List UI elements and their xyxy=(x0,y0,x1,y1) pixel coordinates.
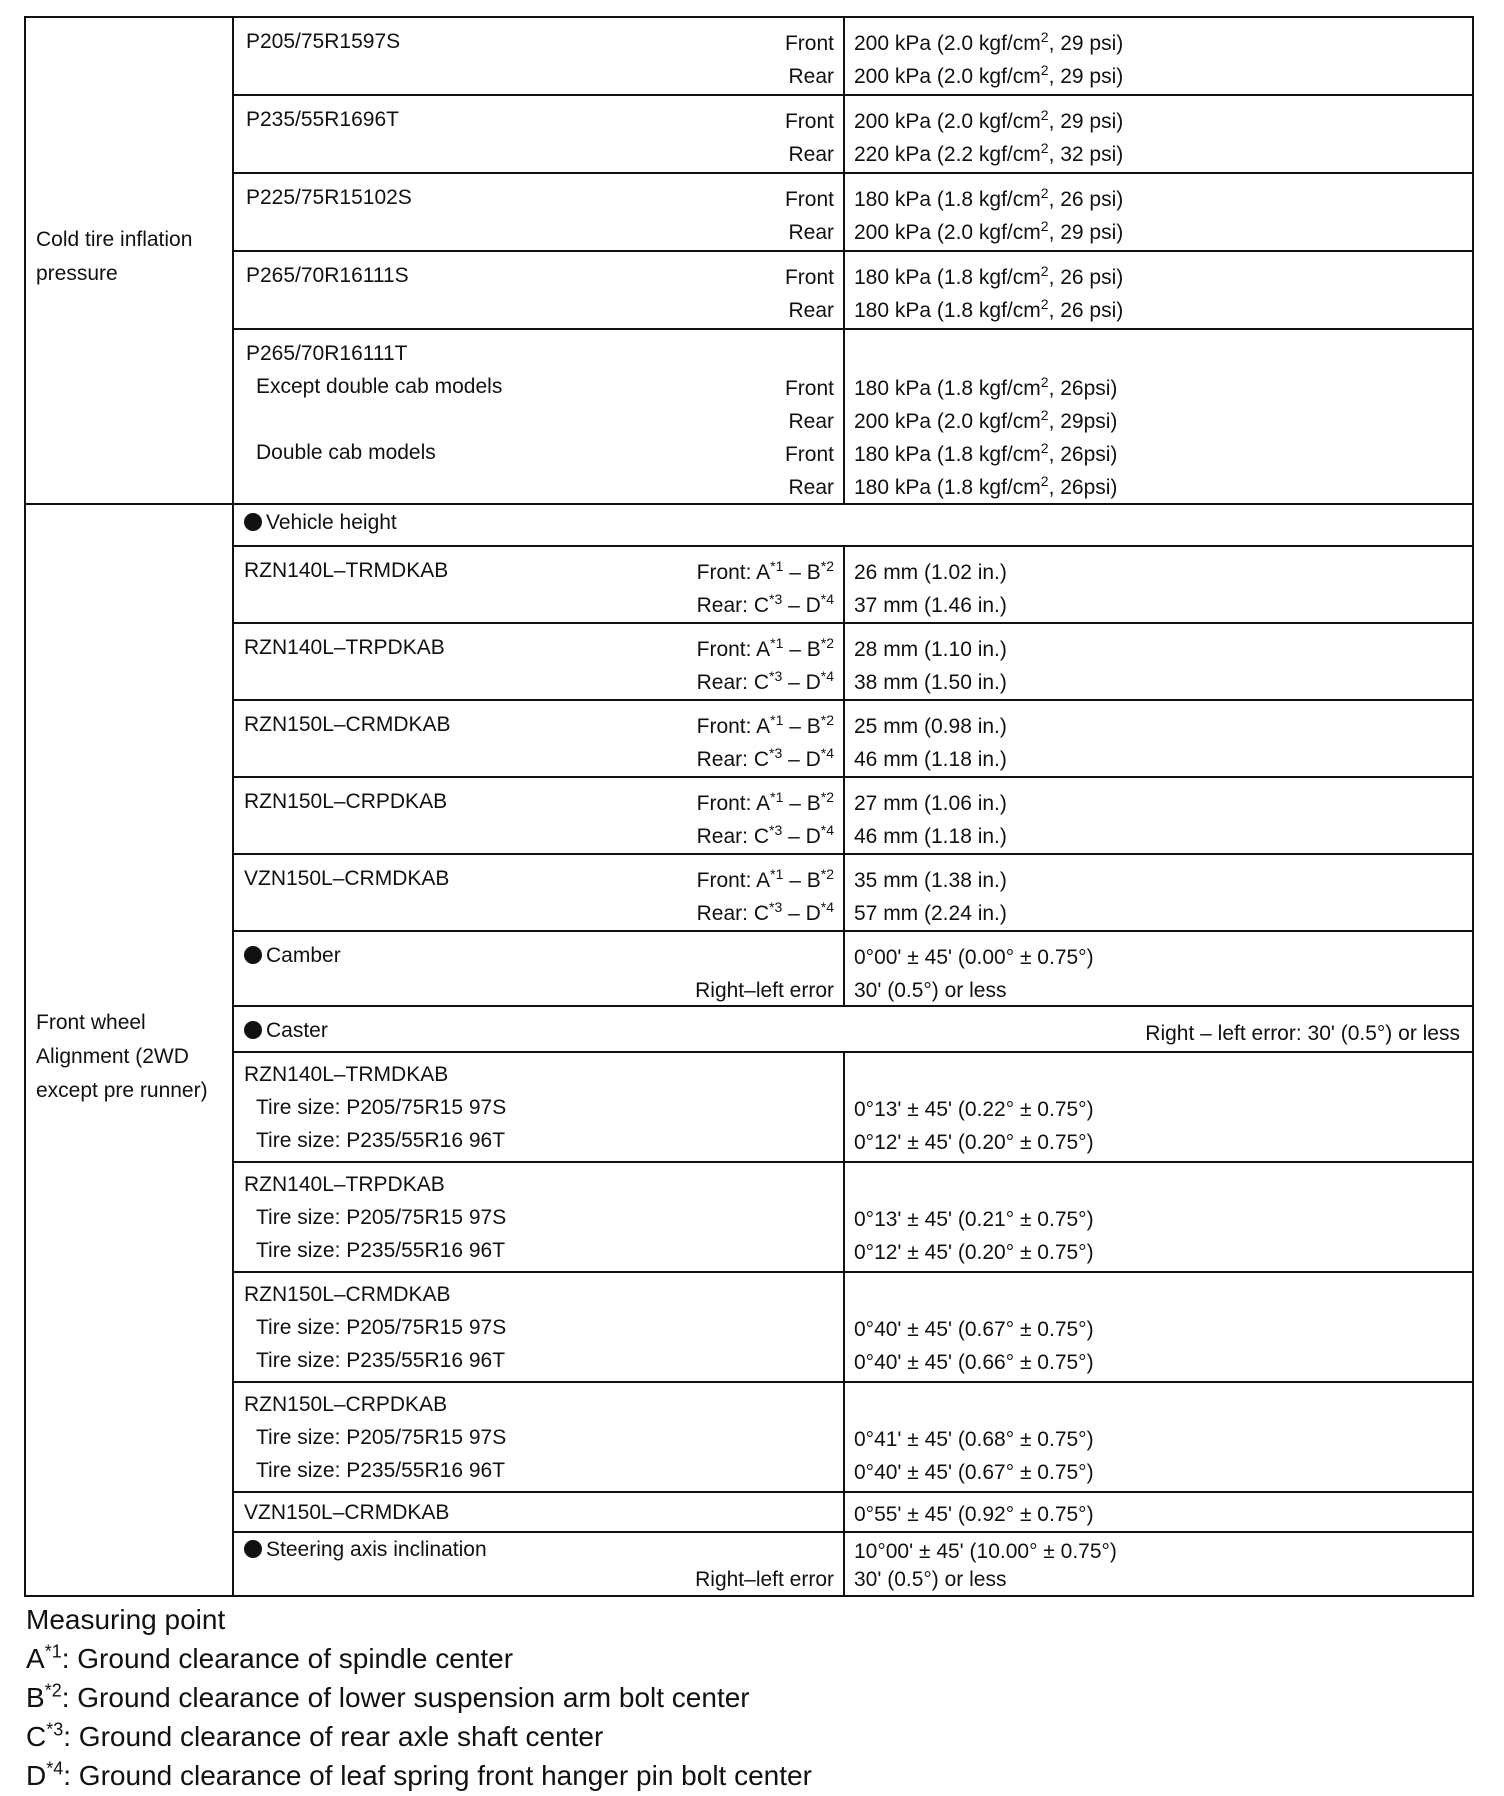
tire-size: P265/70R16111S xyxy=(246,264,409,287)
bullet-icon xyxy=(244,1021,262,1039)
alignment-section-label xyxy=(36,1006,208,1108)
caster-value: 0°40' ± 45' (0.67° ± 0.75°) xyxy=(854,1461,1094,1484)
height-value: 57 mm (2.24 in.) xyxy=(854,902,1007,925)
note-d: $D^{*4}$: Ground clearance of leaf spring front hanger pin bolt center xyxy=(26,1758,812,1791)
tire-size-label: Tire size: P235/55R16 96T xyxy=(256,1239,506,1262)
model-variant: Double cab models xyxy=(256,441,436,464)
caster-value: 0°40' ± 45' (0.66° ± 0.75°) xyxy=(854,1351,1094,1374)
left-column-divider xyxy=(232,18,234,1595)
caster-value-divider xyxy=(843,1051,845,1595)
position-label: Front xyxy=(784,188,834,211)
sai-error-value: 30' (0.5°) or less xyxy=(854,1568,1007,1591)
caster-value: 0°12' ± 45' (0.20° ± 0.75°) xyxy=(854,1131,1094,1154)
height-value: 26 mm (1.02 in.) xyxy=(854,561,1007,584)
pressure-value: 180 kPa (1.8 kgf/$cm^2$, 26 psi) xyxy=(854,185,1124,211)
height-value: 46 mm (1.18 in.) xyxy=(854,825,1007,848)
row-divider xyxy=(232,622,1472,624)
model-code: RZN150L–CRMDKAB xyxy=(244,713,451,736)
front-measure-label: Front: $A^{*1} - B^{*2}$ xyxy=(696,712,834,738)
note-b: $B^{*2}$: Ground clearance of lower suspension arm bolt center xyxy=(26,1680,750,1713)
pressure-value: 200 kPa (2.0 kgf/$cm^2$, 29 psi) xyxy=(854,107,1124,133)
group-divider xyxy=(232,94,1472,96)
front-measure-label: Front: $A^{*1} - B^{*2}$ xyxy=(696,635,834,661)
position-label: Front xyxy=(784,443,834,466)
height-value: 27 mm (1.06 in.) xyxy=(854,792,1007,815)
model-code: RZN150L–CRMDKAB xyxy=(244,1283,451,1306)
pressure-value: 180 kPa (1.8 kgf/$cm^2$, 26 psi) xyxy=(854,263,1124,289)
inflation-label-line1: Cold tire inflation xyxy=(36,228,193,251)
caster-value: 0°13' ± 45' (0.21° ± 0.75°) xyxy=(854,1208,1094,1231)
pressure-value: 200 kPa (2.0 kgf/$cm^2$, 29psi) xyxy=(854,407,1118,433)
pressure-value: 200 kPa (2.0 kgf/$cm^2$, 29 psi) xyxy=(854,62,1124,88)
group-divider xyxy=(232,250,1472,252)
rear-measure-label: Rear: $C^{*3} - D^{*4}$ xyxy=(696,822,834,848)
caster-heading: Caster xyxy=(244,1014,328,1047)
model-code: RZN140L–TRMDKAB xyxy=(244,1063,449,1086)
sai-value: 10°00' ± 45' (10.00° ± 0.75°) xyxy=(854,1540,1117,1563)
bullet-icon xyxy=(244,946,262,964)
camber-value: 0°00' ± 45' (0.00° ± 0.75°) xyxy=(854,946,1094,969)
row-divider xyxy=(232,1051,1472,1053)
row-divider xyxy=(232,853,1472,855)
row-divider xyxy=(232,545,1472,547)
alignment-label-line3: except pre runner) xyxy=(36,1079,208,1102)
tire-size: P235/55R1696T xyxy=(246,108,399,131)
caster-value: 0°40' ± 45' (0.67° ± 0.75°) xyxy=(854,1318,1094,1341)
tire-size-label: Tire size: P205/75R15 97S xyxy=(256,1426,507,1449)
tire-size-label: Tire size: P235/55R16 96T xyxy=(256,1129,506,1152)
row-divider xyxy=(232,776,1472,778)
vehicle-height-heading: Vehicle height xyxy=(244,506,397,539)
row-divider xyxy=(232,1005,1472,1007)
position-label: Rear xyxy=(788,299,834,322)
position-label: Front xyxy=(784,377,834,400)
inflation-section-label xyxy=(36,223,192,291)
position-label: Rear xyxy=(788,65,834,88)
position-label: Front xyxy=(784,266,834,289)
position-label: Front xyxy=(784,110,834,133)
measuring-point-notes xyxy=(26,1600,812,1795)
rear-measure-label: Rear: $C^{*3} - D^{*4}$ xyxy=(696,899,834,925)
bullet-icon xyxy=(244,513,262,531)
height-value: 25 mm (0.98 in.) xyxy=(854,715,1007,738)
pressure-value: 180 kPa (1.8 kgf/$cm^2$, 26psi) xyxy=(854,473,1118,499)
height-value: 46 mm (1.18 in.) xyxy=(854,748,1007,771)
inflation-label-line2: pressure xyxy=(36,262,118,285)
height-value: 28 mm (1.10 in.) xyxy=(854,638,1007,661)
note-a: $A^{*1}$: Ground clearance of spindle center xyxy=(26,1641,514,1674)
model-code: VZN150L–CRMDKAB xyxy=(244,867,450,890)
camber-heading: Camber xyxy=(244,939,341,972)
position-label: Rear xyxy=(788,410,834,433)
position-label: Rear xyxy=(788,476,834,499)
model-code: RZN140L–TRPDKAB xyxy=(244,636,445,659)
tire-size: P265/70R16111T xyxy=(246,342,408,365)
bullet-icon xyxy=(244,1540,262,1558)
notes-title: Measuring point xyxy=(26,1604,226,1635)
group-divider xyxy=(232,328,1472,330)
rear-measure-label: Rear: $C^{*3} - D^{*4}$ xyxy=(696,668,834,694)
position-label: Rear xyxy=(788,143,834,166)
alignment-value-divider xyxy=(843,545,845,1005)
model-code: RZN150L–CRPDKAB xyxy=(244,1393,448,1416)
alignment-label-line1: Front wheel xyxy=(36,1011,146,1034)
tire-size-label: Tire size: P235/55R16 96T xyxy=(256,1459,506,1482)
position-label: Rear xyxy=(788,221,834,244)
sai-error-label: Right–left error xyxy=(695,1568,834,1591)
height-value: 37 mm (1.46 in.) xyxy=(854,594,1007,617)
tire-size: P225/75R15102S xyxy=(246,186,412,209)
row-divider xyxy=(232,1491,1472,1493)
camber-error-value: 30' (0.5°) or less xyxy=(854,979,1007,1002)
caster-value: 0°13' ± 45' (0.22° ± 0.75°) xyxy=(854,1098,1094,1121)
model-code: RZN150L–CRPDKAB xyxy=(244,790,448,813)
tire-size-label: Tire size: P235/55R16 96T xyxy=(256,1349,506,1372)
position-label: Front xyxy=(784,32,834,55)
pressure-value: 180 kPa (1.8 kgf/$cm^2$, 26 psi) xyxy=(854,296,1124,322)
sai-heading: Steering axis inclination xyxy=(244,1533,487,1566)
group-divider xyxy=(232,172,1472,174)
row-divider xyxy=(232,1381,1472,1383)
height-value: 38 mm (1.50 in.) xyxy=(854,671,1007,694)
pressure-value: 180 kPa (1.8 kgf/$cm^2$, 26psi) xyxy=(854,374,1118,400)
row-divider xyxy=(232,1271,1472,1273)
model-variant: Except double cab models xyxy=(256,375,503,398)
pressure-value: 200 kPa (2.0 kgf/$cm^2$, 29 psi) xyxy=(854,218,1124,244)
tire-size-label: Tire size: P205/75R15 97S xyxy=(256,1316,507,1339)
inflation-value-divider xyxy=(843,18,845,503)
caster-error: Right – left error: 30' (0.5°) or less xyxy=(1145,1022,1460,1045)
rear-measure-label: Rear: $C^{*3} - D^{*4}$ xyxy=(696,591,834,617)
pressure-value: 180 kPa (1.8 kgf/$cm^2$, 26psi) xyxy=(854,440,1118,466)
camber-error-label: Right–left error xyxy=(695,979,834,1002)
model-code: RZN140L–TRMDKAB xyxy=(244,559,449,582)
row-divider xyxy=(232,1161,1472,1163)
alignment-label-line2: Alignment (2WD xyxy=(36,1045,189,1068)
pressure-value: 200 kPa (2.0 kgf/$cm^2$, 29 psi) xyxy=(854,29,1124,55)
pressure-value: 220 kPa (2.2 kgf/$cm^2$, 32 psi) xyxy=(854,140,1124,166)
model-code: VZN150L–CRMDKAB xyxy=(244,1501,450,1524)
caster-value: 0°12' ± 45' (0.20° ± 0.75°) xyxy=(854,1241,1094,1264)
tire-size: P205/75R1597S xyxy=(246,30,401,53)
caster-value: 0°55' ± 45' (0.92° ± 0.75°) xyxy=(854,1503,1094,1526)
front-measure-label: Front: $A^{*1} - B^{*2}$ xyxy=(696,789,834,815)
front-measure-label: Front: $A^{*1} - B^{*2}$ xyxy=(696,866,834,892)
tire-size-label: Tire size: P205/75R15 97S xyxy=(256,1096,507,1119)
specifications-table xyxy=(24,16,1474,1597)
note-c: $C^{*3}$: Ground clearance of rear axle shaft center xyxy=(26,1719,604,1752)
row-divider xyxy=(232,699,1472,701)
tire-size-label: Tire size: P205/75R15 97S xyxy=(256,1206,507,1229)
height-value: 35 mm (1.38 in.) xyxy=(854,869,1007,892)
row-divider xyxy=(232,930,1472,932)
model-code: RZN140L–TRPDKAB xyxy=(244,1173,445,1196)
rear-measure-label: Rear: $C^{*3} - D^{*4}$ xyxy=(696,745,834,771)
front-measure-label: Front: $A^{*1} - B^{*2}$ xyxy=(696,558,834,584)
caster-value: 0°41' ± 45' (0.68° ± 0.75°) xyxy=(854,1428,1094,1451)
